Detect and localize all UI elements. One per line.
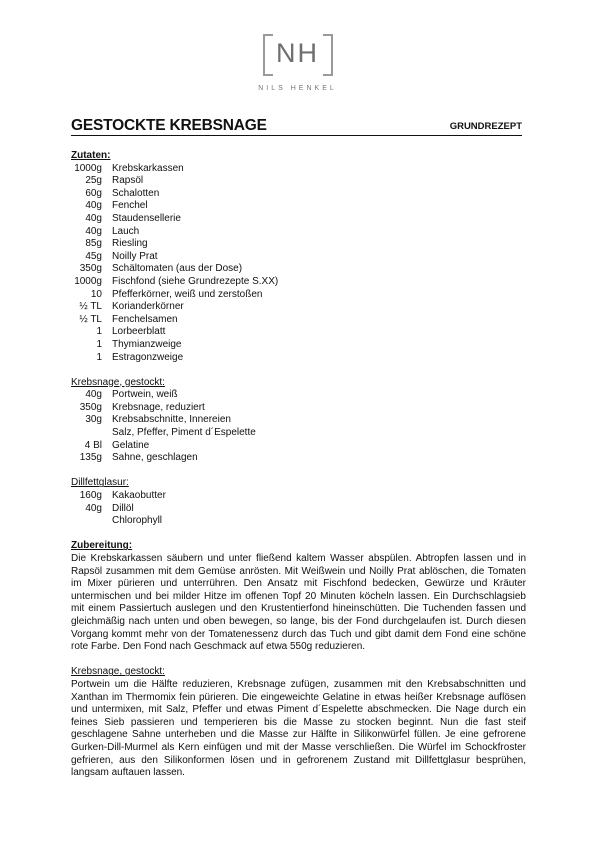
ingredient-row <box>71 226 526 239</box>
ingredient-name: Riesling <box>112 238 148 250</box>
ingredient-quantity: 10 <box>90 288 102 300</box>
ingredient-name: Lauch <box>112 225 140 237</box>
ingredient-row <box>71 326 526 339</box>
ingredient-quantity <box>71 427 102 440</box>
ingredient-row <box>71 289 526 302</box>
ingredient-quantity: 45g <box>85 250 102 262</box>
ingredient-quantity: 135g <box>79 452 102 464</box>
ingredient-row <box>71 339 526 352</box>
ingredient-name: Fenchelsamen <box>112 313 178 325</box>
ingredient-quantity: 30g <box>85 414 102 426</box>
preparation-text: Die Krebskarkassen säubern und unter fließend kaltem Wasser abspülen. Abtropfen lassen und in Rapsöl zusammen mit dem Gemüse anrösten. Mit Weißwein und Noilly Prat ablöschen, die Tomaten im Mixer pürieren und unterrühren. Den Ansatz mit Fischfond bedecken, Gewürze und Kräuter untermischen und bei milder Hitze im offenen Topf 20 Minuten köcheln lassen. Ein Durchschlagsieb mit einem Passiertuch auslegen und den Krustentierfond hineinschütten. Die Tuchenden fassen und gleichmäßig nach unten und oben bewegen, so lange, bis der Fond durchgelaufen ist. Durch diesen Vorgang kommt mehr von der Tomatenessenz durch das Tuch und gibt damit dem Fond eine schöne rote Farbe. Den Fond nach Geschmack auf etwa 550g reduzieren. <box>71 553 526 653</box>
ingredient-row <box>71 238 526 251</box>
ingredient-name: Fischfond (siehe Grundrezepte S.XX) <box>112 275 279 287</box>
ingredient-name: Fenchel <box>112 200 148 212</box>
ingredient-name: Portwein, weiß <box>112 389 178 401</box>
ingredient-row <box>71 352 526 365</box>
ingredient-quantity: 40g <box>85 200 102 212</box>
logo <box>0 34 595 92</box>
ingredient-name: Salz, Pfeffer, Piment d´Espelette <box>112 427 256 439</box>
ingredient-quantity: 1 <box>96 338 102 350</box>
preparation-krebsnage-text: Portwein um die Hälfte reduzieren, Krebsnage zufügen, zusammen mit den Krebsabschnitten und Xanthan im Thermomix fein pürieren. Die eingeweichte Gelatine in etwas heißer Krebsnage auflösen und untermixen, mit Salz, Pfeffer und etwas Piment d´Espelette abschmecken. Die Nage durch ein feines Sieb passieren und temperieren bis die Masse zu stocken beginnt. Nun die fast steif geschlagene Sahne unterheben und die Masse zur Hälfte in Silikonwürfel füllen. Je eine gefrorene Gurken-Dill-Murmel als Kern einfügen und mit der Masse verschließen. Die Würfel im Schockfroster gefrieren, aus den Silikonformen lösen und in gefrorenem Zustand mit Dillfettglasur besprühen, langsam auftauen lassen. <box>71 678 526 779</box>
ingredient-row <box>71 402 526 415</box>
ingredient-name: Estragonzweige <box>112 351 184 363</box>
ingredient-quantity: 1000g <box>74 275 102 287</box>
ingredients-list <box>71 163 526 365</box>
ingredient-quantity <box>71 515 102 528</box>
ingredient-quantity: 350g <box>79 263 102 275</box>
ingredient-name: Krebsnage, reduziert <box>112 401 205 413</box>
ingredient-row <box>71 427 526 440</box>
ingredient-quantity: 1 <box>96 351 102 363</box>
glaze-heading: Dillfettglasur: <box>71 477 129 489</box>
ingredient-quantity: 1000g <box>74 162 102 174</box>
ingredient-name: Dillöl <box>112 502 134 514</box>
preparation-heading: Zubereitung: <box>71 540 133 552</box>
ingredient-name: Gelatine <box>112 439 150 451</box>
logo-bracket-right <box>323 34 333 76</box>
ingredient-row <box>71 440 526 453</box>
krebsnage-heading: Krebsnage, gestockt: <box>71 376 165 388</box>
krebsnage-list <box>71 389 526 465</box>
ingredient-quantity: 40g <box>85 502 102 514</box>
ingredient-quantity: 40g <box>85 212 102 224</box>
ingredient-name: Rapsöl <box>112 175 144 187</box>
ingredient-name: Korianderkörner <box>112 301 184 313</box>
ingredient-name: Krebskarkassen <box>112 162 184 174</box>
ingredient-row <box>71 276 526 289</box>
page-title: GESTOCKTE KREBSNAGE <box>71 117 267 134</box>
ingredient-quantity: 40g <box>85 389 102 401</box>
ingredient-row <box>71 414 526 427</box>
title-row <box>71 117 522 136</box>
ingredient-row <box>71 389 526 402</box>
ingredient-name: Chlorophyll <box>112 515 163 527</box>
preparation-krebsnage-heading: Krebsnage, gestockt: <box>71 666 165 678</box>
ingredient-quantity: 40g <box>85 225 102 237</box>
logo-name: NILS HENKEL <box>258 85 337 92</box>
ingredient-quantity: 85g <box>85 238 102 250</box>
ingredient-quantity: 60g <box>85 187 102 199</box>
ingredient-name: Kakaobutter <box>112 490 166 502</box>
ingredient-row <box>71 251 526 264</box>
ingredient-name: Sahne, geschlagen <box>112 452 198 464</box>
logo-mark: NH <box>276 38 319 68</box>
ingredient-row <box>71 452 526 465</box>
ingredient-name: Schältomaten (aus der Dose) <box>112 263 243 275</box>
ingredient-name: Schalotten <box>112 187 160 199</box>
ingredient-row <box>71 314 526 327</box>
ingredient-name: Noilly Prat <box>112 250 158 262</box>
ingredient-row <box>71 503 526 516</box>
recipe-body <box>71 150 526 780</box>
ingredient-quantity: ½ TL <box>79 313 102 325</box>
ingredient-row <box>71 213 526 226</box>
ingredient-row <box>71 175 526 188</box>
ingredients-heading: Zutaten: <box>71 150 111 161</box>
ingredient-quantity: 4 Bl <box>84 439 102 451</box>
ingredient-row <box>71 188 526 201</box>
ingredient-row <box>71 163 526 176</box>
ingredient-quantity: 25g <box>85 175 102 187</box>
ingredient-name: Staudensellerie <box>112 212 181 224</box>
ingredient-name: Lorbeerblatt <box>112 326 166 338</box>
ingredient-name: Pfefferkörner, weiß und zerstoßen <box>112 288 263 300</box>
ingredient-quantity: 160g <box>79 490 102 502</box>
ingredient-row <box>71 515 526 528</box>
logo-mark-box <box>263 34 333 74</box>
ingredient-quantity: ½ TL <box>79 301 102 313</box>
ingredient-row <box>71 263 526 276</box>
glaze-list <box>71 490 526 528</box>
ingredient-row <box>71 490 526 503</box>
ingredient-quantity: 350g <box>79 401 102 413</box>
ingredient-quantity: 1 <box>96 326 102 338</box>
ingredient-name: Krebsabschnitte, Innereien <box>112 414 231 426</box>
recipe-type-label: GRUNDREZEPT <box>449 121 522 132</box>
ingredient-row <box>71 301 526 314</box>
ingredient-name: Thymianzweige <box>112 338 182 350</box>
ingredient-row <box>71 200 526 213</box>
